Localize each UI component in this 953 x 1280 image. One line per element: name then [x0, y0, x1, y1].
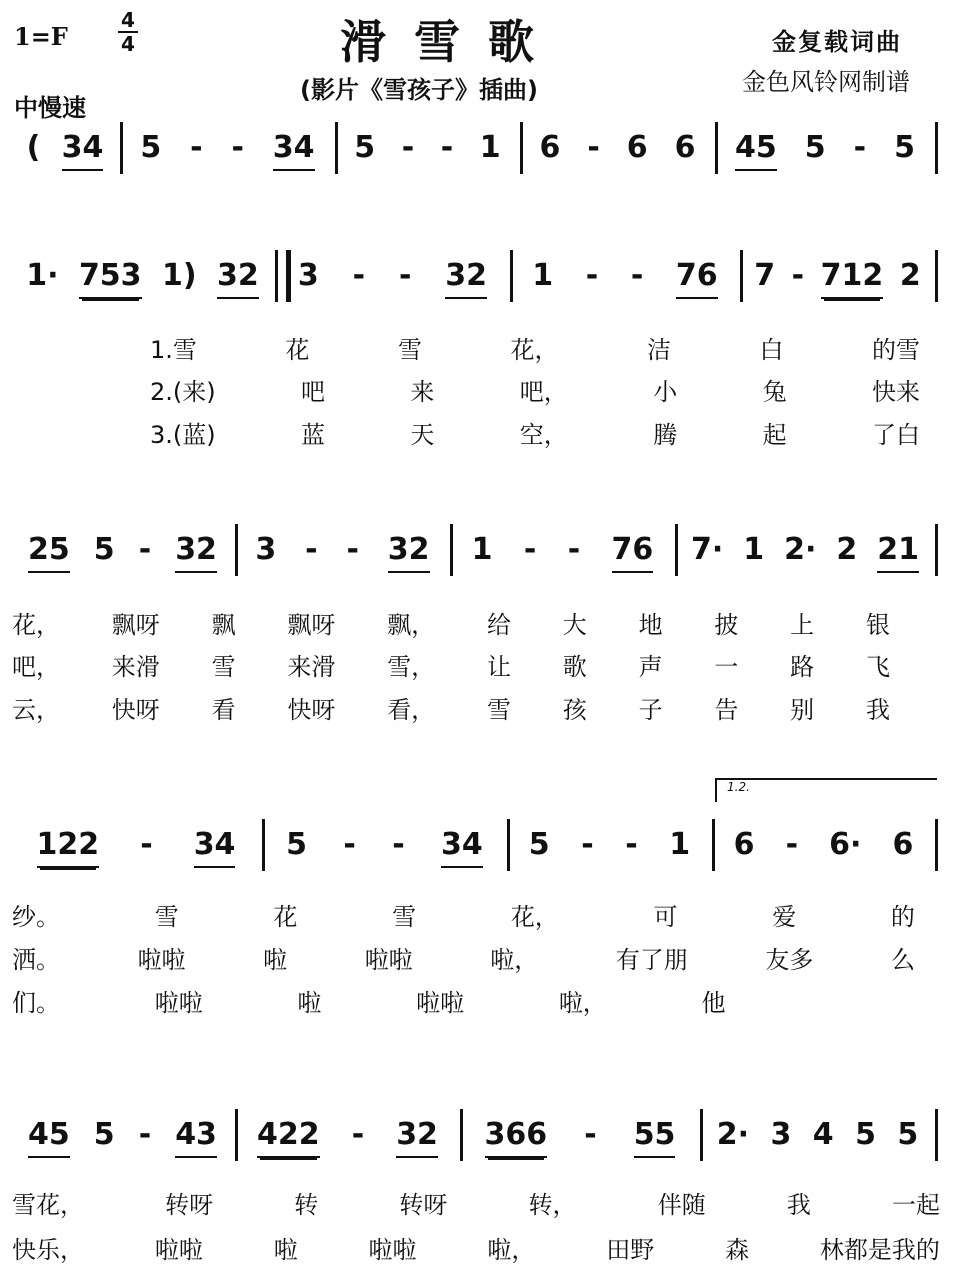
measure	[513, 827, 706, 866]
note: 2·	[716, 1117, 749, 1152]
lyric-word: 爱	[772, 903, 797, 931]
note: 5	[286, 827, 308, 862]
lyric-word: 来	[410, 378, 435, 406]
lyric-word: 小	[653, 378, 678, 406]
measure	[16, 1117, 229, 1158]
note-extension: -	[584, 1117, 597, 1152]
note: 32	[217, 258, 259, 299]
lyric-word: 他	[701, 989, 726, 1017]
lyric-word: 起	[762, 421, 787, 449]
lyric-word: 啦啦	[154, 1236, 203, 1264]
measure	[16, 827, 256, 868]
note: 25	[28, 532, 70, 573]
barline	[335, 122, 338, 174]
lyric-word: 声	[638, 653, 663, 681]
lyric-line	[12, 983, 915, 1018]
note: 5	[804, 130, 826, 165]
measure	[16, 130, 114, 171]
repeat-start-barline	[275, 250, 291, 302]
note-extension: -	[587, 130, 600, 165]
note-extension: -	[791, 258, 805, 293]
note-extension: -	[440, 130, 454, 165]
note-extension: -	[581, 827, 594, 862]
note: 34	[194, 827, 236, 868]
note-extension: -	[401, 130, 415, 165]
note: 45	[28, 1117, 70, 1158]
lyric-word: 花，	[12, 611, 60, 639]
time-signature	[118, 10, 138, 54]
barline	[235, 524, 238, 576]
lyric-word: 天	[410, 421, 435, 449]
note: 43	[175, 1117, 217, 1158]
lyric-line	[12, 1230, 940, 1265]
lyric-word: 歌	[562, 653, 587, 681]
measure	[456, 532, 669, 573]
note: 7	[754, 258, 776, 293]
lyric-word: 上	[790, 611, 815, 639]
lyric-word: 友多	[765, 946, 814, 974]
note: 4	[812, 1117, 834, 1152]
lyric-word: 雪	[392, 903, 417, 931]
note-extension: -	[523, 532, 537, 567]
note: 45	[735, 130, 777, 171]
note: 32	[388, 532, 430, 573]
note: (	[26, 130, 41, 165]
note: 5	[855, 1117, 876, 1152]
note-extension: -	[352, 258, 366, 293]
barline	[507, 819, 510, 871]
note: 3	[297, 258, 319, 293]
lyric-word: 告	[714, 696, 739, 724]
note: 6	[733, 827, 755, 862]
note: 1)	[162, 258, 197, 293]
lyric-word: 啦，	[490, 946, 539, 974]
lyric-word: 飘呀	[287, 611, 336, 639]
note: 76	[612, 532, 654, 573]
measure	[721, 130, 929, 171]
lyric-word: 啦啦	[364, 946, 413, 974]
lyric-line	[12, 1185, 940, 1220]
measure	[706, 1117, 929, 1156]
note: 32	[445, 258, 487, 299]
note: 3	[770, 1117, 792, 1152]
note-extension: -	[630, 258, 644, 293]
lyric-word: 田野	[606, 1236, 655, 1264]
note: 6	[892, 827, 914, 862]
lyric-word: 腾	[653, 421, 678, 449]
note-extension: -	[351, 1117, 365, 1152]
lyric-word: 2.(来)	[150, 378, 216, 406]
measure	[16, 532, 229, 573]
note: 32	[396, 1117, 438, 1158]
note: 1	[669, 827, 691, 862]
lyric-word: 啦啦	[416, 989, 465, 1017]
note: 5	[354, 130, 376, 165]
lyric-word: 的雪	[872, 336, 920, 364]
lyric-word: 花	[285, 336, 310, 364]
note-extension: -	[853, 130, 867, 165]
lyric-word: 来滑	[111, 653, 160, 681]
key-signature: 1=F	[14, 22, 68, 51]
note: 32	[175, 532, 217, 573]
note: 3	[255, 532, 277, 567]
note: 1	[532, 258, 554, 293]
note: 55	[634, 1117, 676, 1158]
lyric-word: 路	[790, 653, 815, 681]
note-extension: -	[190, 130, 203, 165]
lyric-word: 啦啦	[154, 989, 203, 1017]
tempo-marking: 中慢速	[14, 94, 86, 122]
note-extension: -	[305, 532, 318, 567]
lyric-word: 我	[865, 696, 890, 724]
barline	[450, 524, 453, 576]
lyric-word: 吧，	[519, 378, 568, 406]
barline	[935, 250, 938, 302]
note: 6	[626, 130, 648, 165]
barline	[700, 1109, 703, 1161]
note-extension: -	[785, 827, 799, 862]
lyric-word: 空，	[519, 421, 568, 449]
lyric-word: 看，	[387, 696, 436, 724]
lyric-word: 花，	[510, 336, 559, 364]
lyric-word: 1.雪	[150, 336, 197, 364]
lyric-word: 森	[725, 1236, 750, 1264]
note: 5	[140, 130, 162, 165]
lyric-word: 给	[486, 611, 511, 639]
note: 5	[897, 1117, 919, 1152]
barline	[935, 524, 938, 576]
barline	[510, 250, 513, 302]
note: 2	[836, 532, 858, 567]
measure	[746, 258, 929, 299]
lyric-line	[150, 330, 920, 365]
barline	[460, 1109, 463, 1161]
barline	[935, 1109, 938, 1161]
time-signature-top: 4	[121, 8, 135, 32]
barline	[740, 250, 743, 302]
barline	[935, 819, 938, 871]
lyric-word: 么	[890, 946, 915, 974]
note: 5	[93, 532, 115, 567]
note: 7·	[690, 532, 724, 567]
lyric-word: 洒。	[12, 946, 60, 974]
note-extension: -	[567, 532, 581, 567]
note: 753	[79, 258, 142, 299]
note: 2·	[784, 532, 817, 567]
lyric-word: 吧，	[12, 653, 60, 681]
song-title: 滑雪歌	[340, 15, 562, 69]
volta-label: 1.2.	[727, 780, 750, 794]
lyric-word: 伴随	[657, 1191, 706, 1219]
note-extension: -	[625, 827, 638, 862]
note: 5	[93, 1117, 115, 1152]
lyric-word: 们。	[12, 989, 60, 1017]
lyric-line	[150, 415, 920, 450]
note: 34	[273, 130, 315, 171]
measure	[466, 1117, 694, 1158]
lyric-word: 花	[273, 903, 298, 931]
lyric-line	[12, 897, 915, 932]
note: 2	[899, 258, 921, 293]
note: 1	[479, 130, 501, 165]
lyric-word: 飞	[865, 653, 890, 681]
lyric-word: 啦啦	[368, 1236, 417, 1264]
note: 422	[257, 1117, 320, 1158]
note: 5	[894, 130, 915, 165]
lyric-word: 云，	[12, 696, 60, 724]
barline	[235, 1109, 238, 1161]
note: 34	[62, 130, 104, 171]
time-signature-bottom: 4	[121, 32, 135, 56]
lyric-word: 我	[786, 1191, 811, 1219]
note-extension: -	[138, 1117, 152, 1152]
note: 712	[821, 258, 884, 299]
lyric-word: 雪	[486, 696, 511, 724]
lyric-word: 飘	[211, 611, 236, 639]
lyric-word: 纱。	[12, 903, 60, 931]
note: 6	[674, 130, 696, 165]
lyric-word: 可	[653, 903, 678, 931]
lyric-word: 快呀	[111, 696, 160, 724]
note-extension: -	[343, 827, 356, 862]
measure	[241, 1117, 454, 1158]
barline	[262, 819, 265, 871]
note-extension: -	[346, 532, 359, 567]
lyric-word: 一起	[891, 1191, 940, 1219]
lyric-line	[12, 690, 890, 725]
barline	[935, 122, 938, 174]
measure	[268, 827, 501, 868]
song-subtitle: (影片《雪孩子》插曲)	[300, 76, 538, 104]
lyric-word: 飘呀	[111, 611, 160, 639]
lyric-word: 蓝	[301, 421, 326, 449]
lyric-word: 有了朋	[615, 946, 688, 974]
note-extension: -	[585, 258, 599, 293]
lyric-word: 雪	[154, 903, 179, 931]
note-extension: -	[398, 258, 412, 293]
note: 5	[528, 827, 550, 862]
note-extension: -	[140, 827, 153, 862]
lyric-word: 来滑	[287, 653, 336, 681]
note: 21	[877, 532, 919, 573]
lyric-word: 的	[890, 903, 915, 931]
lyric-word: 看	[211, 696, 236, 724]
lyric-word: 别	[790, 696, 815, 724]
lyric-word: 雪，	[387, 653, 436, 681]
barline	[715, 122, 718, 174]
lyric-word: 雪	[397, 336, 422, 364]
note: 34	[441, 827, 483, 868]
note-extension: -	[231, 130, 244, 165]
lyric-word: 孩	[562, 696, 587, 724]
lyric-word: 转	[294, 1191, 319, 1219]
lyric-word: 啦	[263, 946, 288, 974]
volta-bracket	[715, 778, 937, 802]
lyric-word: 啦	[273, 1236, 298, 1264]
lyric-word: 快呀	[287, 696, 336, 724]
note: 1	[743, 532, 765, 567]
barline	[120, 122, 123, 174]
measure	[718, 827, 929, 866]
lyric-word: 啦啦	[137, 946, 186, 974]
note: 76	[676, 258, 718, 299]
measure	[126, 130, 329, 171]
credit-transcriber: 金色风铃网制谱	[742, 68, 910, 96]
barline	[712, 819, 715, 871]
note-extension: -	[138, 532, 152, 567]
lyric-word: 洁	[646, 336, 671, 364]
barline	[675, 524, 678, 576]
measure	[526, 130, 709, 169]
measure	[681, 532, 929, 573]
lyric-word: 快来	[871, 378, 920, 406]
credit-lyrics-music: 金复载词曲	[772, 28, 902, 56]
measure	[516, 258, 734, 299]
note: 122	[37, 827, 100, 868]
note: 1·	[26, 258, 59, 293]
measure	[16, 258, 269, 299]
measure	[281, 258, 504, 299]
lyric-line	[12, 605, 890, 640]
lyric-word: 啦	[297, 989, 322, 1017]
lyric-word: 大	[562, 611, 587, 639]
lyric-word: 飘，	[387, 611, 436, 639]
lyric-word: 白	[759, 336, 784, 364]
measure	[241, 532, 444, 573]
barline	[520, 122, 523, 174]
lyric-word: 雪花，	[12, 1191, 84, 1219]
lyric-line	[150, 372, 920, 407]
note: 366	[485, 1117, 548, 1158]
lyric-word: 子	[638, 696, 663, 724]
measure	[341, 130, 514, 169]
lyric-word: 林都是我的	[819, 1236, 940, 1264]
note: 6·	[829, 827, 862, 862]
lyric-word: 雪	[211, 653, 236, 681]
lyric-line	[12, 647, 890, 682]
lyric-word: 地	[638, 611, 663, 639]
lyric-word: 快乐，	[12, 1236, 84, 1264]
note-extension: -	[392, 827, 405, 862]
lyric-word: 转呀	[399, 1191, 448, 1219]
lyric-word: 银	[865, 611, 890, 639]
lyric-line	[12, 940, 915, 975]
lyric-word: 披	[714, 611, 739, 639]
lyric-word: 转，	[528, 1191, 577, 1219]
lyric-word: 让	[486, 653, 511, 681]
lyric-word: 转呀	[165, 1191, 214, 1219]
lyric-word: 了白	[871, 421, 920, 449]
note: 1	[471, 532, 493, 567]
lyric-word: 啦，	[487, 1236, 536, 1264]
lyric-word: 花，	[510, 903, 559, 931]
lyric-word: 兔	[762, 378, 787, 406]
lyric-word: 啦，	[558, 989, 607, 1017]
lyric-word: 一	[714, 653, 739, 681]
note: 6	[539, 130, 561, 165]
lyric-word: 3.(蓝)	[150, 421, 216, 449]
lyric-word: 吧	[301, 378, 326, 406]
